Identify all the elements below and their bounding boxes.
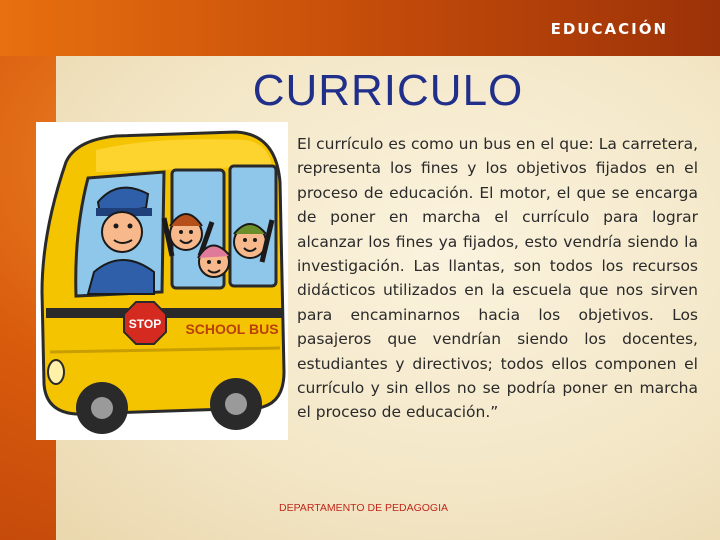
section-tag: EDUCACIÓN — [550, 20, 668, 38]
stop-sign-text: STOP — [128, 317, 162, 331]
slide-body-text: El currículo es como un bus en el que: La carretera, representa los fines y los objetivos fijados en el proceso de educación. El motor, el que se encarga de poner en marcha el currículo para lograr alcanzar los fines ya fijados, esto vendría siendo la investigación. Las llantas, son todos los recursos didácticos utilizados en la escuela que nos sirven para encaminarnos hacia los objetivos. Los pasajeros que vendrían siendo los docentes, estudiantes y directivos; todos ellos componen el currículo y sin ellos no se podría poner en marcha el proceso de educación.” — [297, 135, 698, 422]
school-bus-illustration — [36, 122, 288, 440]
wheel — [210, 378, 262, 430]
wheel — [76, 382, 128, 434]
child-figure — [198, 245, 230, 277]
bus-label: SCHOOL BUS — [185, 321, 279, 337]
footer-department: DEPARTAMENTO DE PEDAGOGIA — [279, 502, 449, 514]
slide-title: CURRICULO — [252, 66, 524, 115]
school-bus-icon — [36, 122, 288, 440]
stop-sign — [124, 302, 166, 344]
